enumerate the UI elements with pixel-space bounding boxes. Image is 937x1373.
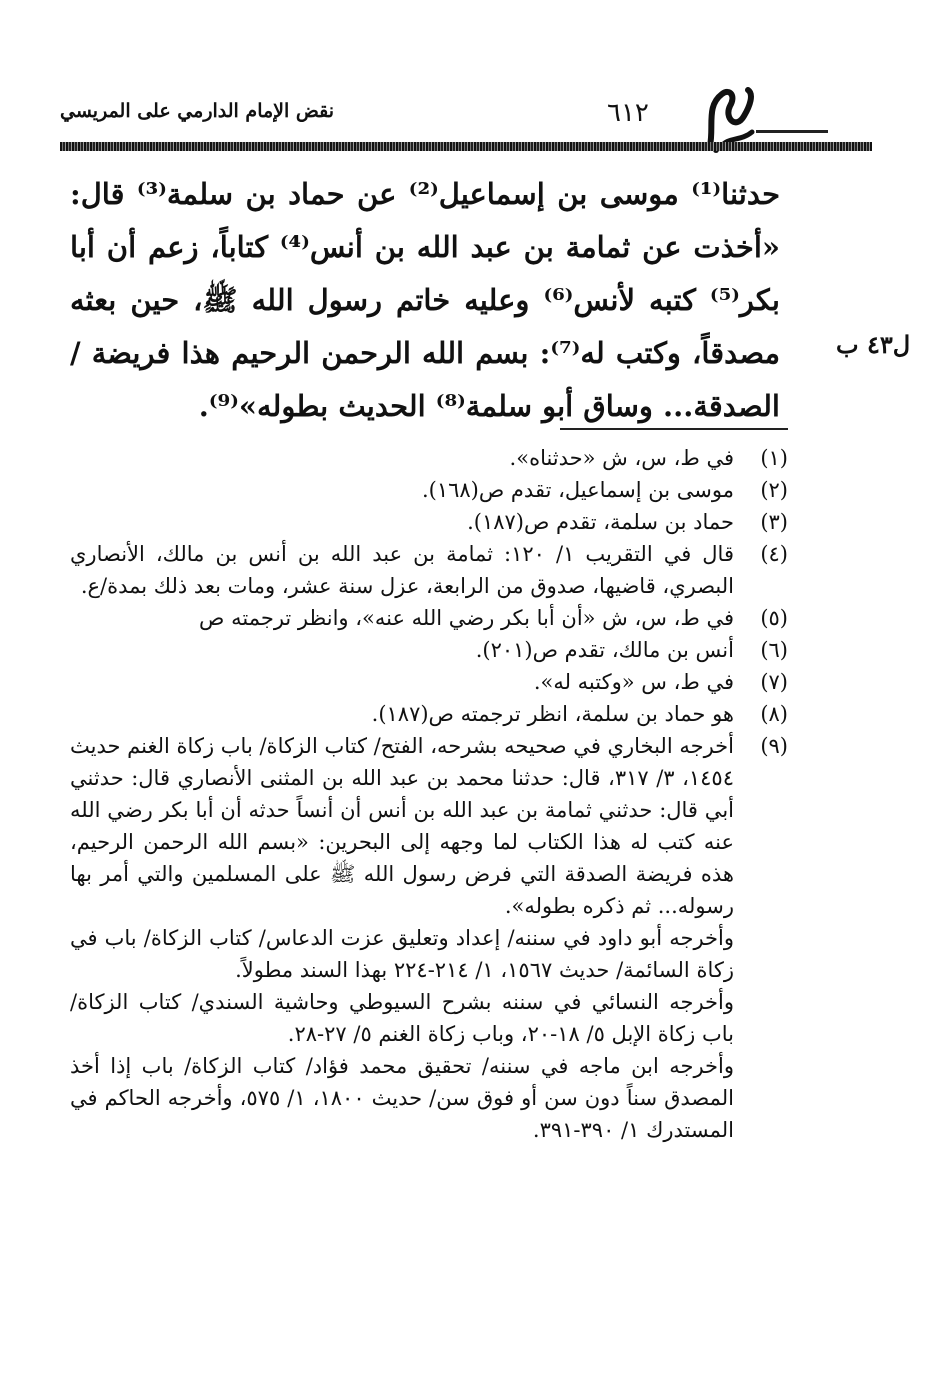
- footnote-continuation: وأخرجه ابن ماجه في سننه/ تحقيق محمد فؤاد/ كتاب الزكاة/ باب إذا أخذ المصدق سناً دون سن أو فوق سن/ حديث ١٨٠٠، ١/ ٥٧٥، وأخرجه الحاكم في المستدرك ١/ ٣٩٠-٣٩١.: [70, 1054, 734, 1142]
- footnote-number: (٦): [760, 638, 788, 662]
- main-hadith-text: حدثنا⁽¹⁾ موسى بن إسماعيل⁽²⁾ عن حماد بن سلمة⁽³⁾ قال: «أخذت عن ثمامة بن عبد الله بن أنس⁽⁴⁾ كتاباً، زعم أن أبا بكر⁽⁵⁾ كتبه لأنس⁽⁶⁾ وعليه خاتم رسول الله ﷺ، حين بعثه مصدقاً، وكتب له⁽⁷⁾: بسم الله الرحمن الرحيم هذا فريضة / الصدقة... وساق أبو سلمة⁽⁸⁾ الحديث بطوله»⁽⁹⁾.: [70, 177, 781, 423]
- footnote-number: (٧): [760, 670, 788, 694]
- footnote-number: (١): [760, 446, 788, 470]
- footnote-number: (٢): [760, 478, 788, 502]
- footnote: [70, 538, 788, 602]
- page-number: ٦١٢: [607, 98, 649, 128]
- footnote: [70, 634, 788, 666]
- footnote-continuation: وأخرجه أبو داود في سننه/ إعداد وتعليق عزت الدعاس/ كتاب الزكاة/ باب في زكاة السائمة/ حديث ١٥٦٧، ١/ ٢١٤-٢٢٤ بهذا السند مطولاً.: [70, 926, 734, 982]
- footnote-number: (٣): [760, 510, 788, 534]
- footnote-text: في ط، س، ش «حدثناه».: [509, 446, 734, 470]
- header-short-rule: [756, 130, 828, 133]
- footnote-text: أنس بن مالك، تقدم ص(٢٠١).: [475, 638, 734, 662]
- footnote: [70, 506, 788, 538]
- footnote-text: أخرجه البخاري في صحيحه بشرحه، الفتح/ كتاب الزكاة/ باب زكاة الغنم حديث ١٤٥٤، ٣/ ٣١٧، قال: حدثنا محمد بن عبد الله بن المثنى الأنصاري قال: حدثني أبي قال: حدثني ثمامة بن عبد الله بن أنس أن أنساً حدثه أن أبا بكر رضي الله عنه كتب له هذا الكتاب لما وجهه إلى البحرين: «بسم الله الرحمن الرحيم، هذه فريضة الصدقة التي فرض رسول الله ﷺ على المسلمين والتي أمر بها رسوله... ثم ذكره بطوله».: [70, 734, 734, 918]
- footnote: [70, 666, 788, 698]
- footnote-text: في ط، س، ش «أن أبا بكر رضي الله عنه»، وانظر ترجمته ص: [199, 606, 734, 630]
- book-title: نقض الإمام الدارمي على المريسي: [60, 100, 335, 122]
- footnote: [70, 698, 788, 730]
- footnotes: [70, 442, 788, 1146]
- footnote-text: موسى بن إسماعيل، تقدم ص(١٦٨).: [421, 478, 734, 502]
- header-rule: [60, 142, 872, 151]
- footnote-text: قال في التقريب ١/ ١٢٠: ثمامة بن عبد الله بن أنس بن مالك، الأنصاري البصري، قاضيها، صدوق من الرابعة، عزل سنة عشر، ومات بعد ذلك بمدة/ع.: [70, 542, 734, 598]
- footnote-number: (٥): [760, 606, 788, 630]
- footnote-number: (٨): [760, 702, 788, 726]
- margin-manuscript-ref: ل٤٣ ب: [836, 330, 911, 359]
- footnote: [70, 602, 788, 634]
- footnote-text: في ط، س «وكتبه له».: [533, 670, 734, 694]
- footnote-separator: [560, 428, 788, 430]
- footnote-number: (٤): [760, 542, 788, 566]
- footnote-number: (٩): [760, 734, 788, 758]
- footnote: [70, 474, 788, 506]
- footnote: [70, 442, 788, 474]
- footnote-text: حماد بن سلمة، تقدم ص(١٨٧).: [467, 510, 734, 534]
- footnote-text: هو حماد بن سلمة، انظر ترجمته ص(١٨٧).: [371, 702, 734, 726]
- footnote: [70, 730, 788, 922]
- page-header: [60, 86, 872, 154]
- footnote-continuation: وأخرجه النسائي في سننه بشرح السيوطي وحاشية السندي/ كتاب الزكاة/ باب زكاة الإبل ٥/ ١٨-٢٠، وباب زكاة الغنم ٥/ ٢٧-٢٨.: [70, 990, 734, 1046]
